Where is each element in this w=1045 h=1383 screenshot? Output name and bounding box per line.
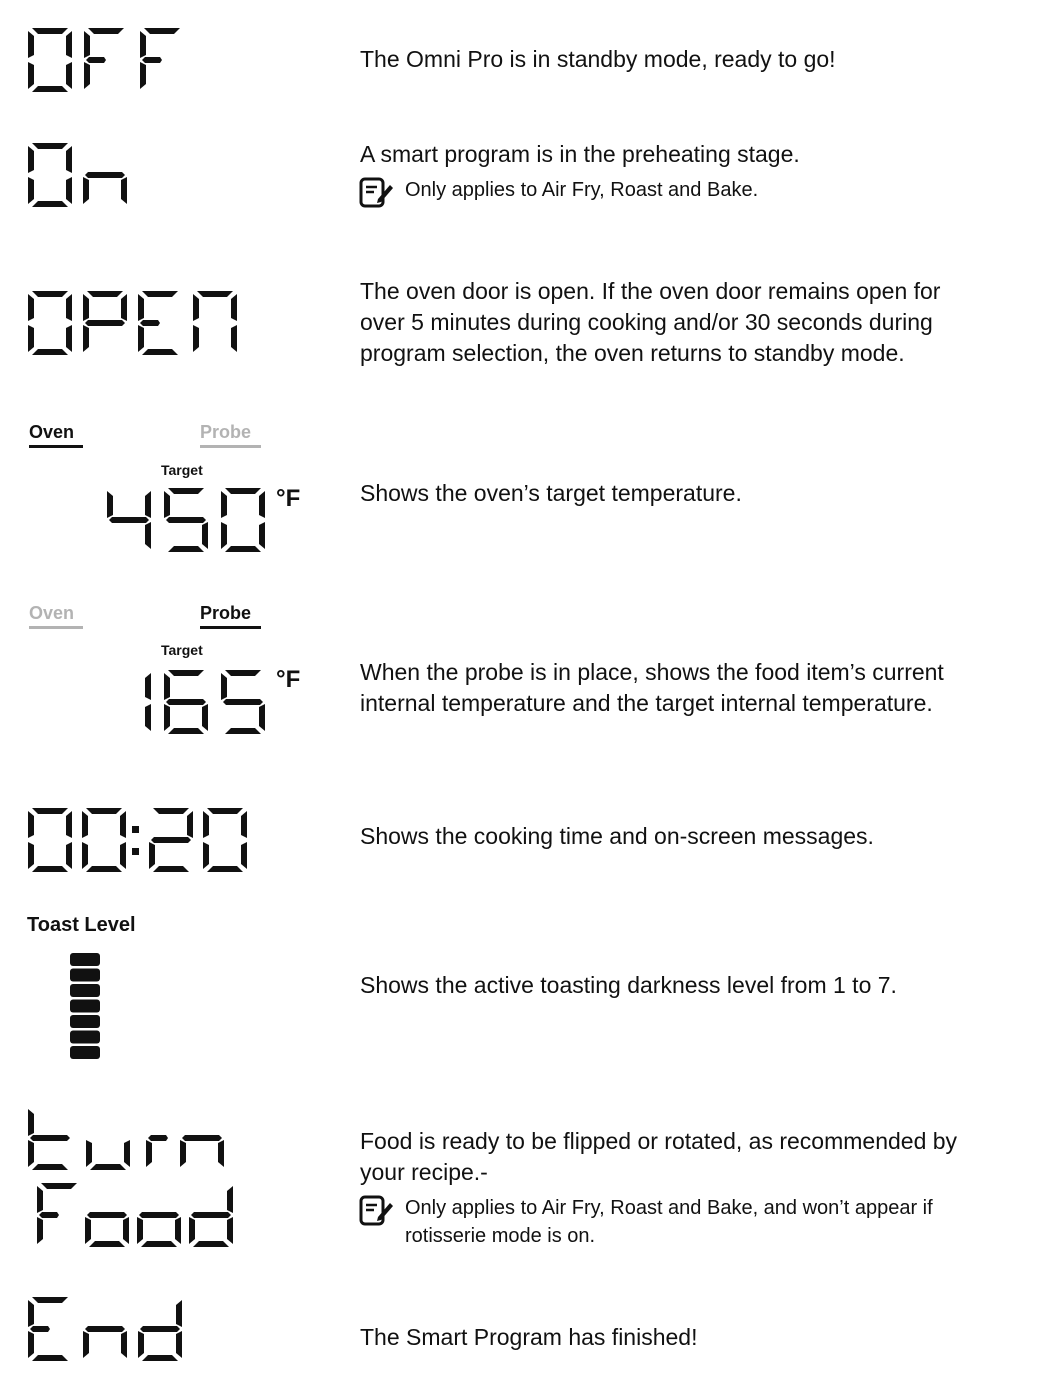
display-on	[28, 143, 127, 207]
toast-level-bar	[70, 1000, 100, 1013]
toast-level-indicator	[70, 953, 100, 1059]
display-end	[28, 1297, 182, 1361]
open-description-line: program selection, the oven returns to standby mode.	[360, 340, 905, 366]
on-description: A smart program is in the preheating stage.	[360, 141, 800, 167]
time-description: Shows the cooking time and on-screen messages.	[360, 823, 874, 849]
display-off	[28, 28, 180, 92]
display-turn	[28, 1109, 224, 1170]
toast-level-bar	[70, 1015, 100, 1028]
open-description-line: over 5 minutes during cooking and/or 30 seconds during	[360, 309, 933, 335]
turn-food-description-line: Food is ready to be flipped or rotated, as recommended by	[360, 1128, 958, 1154]
probe-temp-description	[360, 657, 944, 719]
toast-description: Shows the active toasting darkness level from 1 to 7.	[360, 972, 897, 998]
toast-level-bar	[70, 969, 100, 982]
oven-temp-description: Shows the oven’s target temperature.	[360, 480, 742, 506]
toast-level-bar	[70, 1046, 100, 1059]
end-description: The Smart Program has finished!	[360, 1324, 698, 1350]
turn-food-note-line: rotisserie mode is on.	[405, 1225, 596, 1247]
display-165	[145, 670, 265, 734]
note-pencil-icon	[358, 1194, 394, 1230]
tab-probe-inactive: Probe	[200, 422, 251, 443]
tab-oven-active: Oven	[29, 422, 74, 443]
turn-food-description	[360, 1126, 957, 1188]
open-description-line: The oven door is open. If the oven door remains open for	[360, 278, 941, 304]
probe-description-line: internal temperature and the target internal temperature.	[360, 690, 933, 716]
toast-level-bar	[70, 1031, 100, 1044]
on-note-text: Only applies to Air Fry, Roast and Bake.	[405, 179, 759, 201]
target-label: Target	[161, 642, 203, 658]
off-description: The Omni Pro is in standby mode, ready to go!	[360, 46, 836, 72]
target-label: Target	[161, 462, 203, 478]
display-time	[28, 808, 247, 872]
display-food	[37, 1183, 233, 1247]
tab-probe-active: Probe	[200, 603, 251, 624]
open-description	[360, 276, 940, 369]
display-450	[107, 488, 265, 552]
display-open	[28, 291, 237, 355]
probe-description-line: When the probe is in place, shows the food item’s current	[360, 659, 944, 685]
toast-level-label: Toast Level	[27, 914, 136, 936]
note-pencil-icon	[358, 176, 394, 212]
toast-level-bar	[70, 953, 100, 966]
unit-label: °F	[276, 485, 301, 512]
turn-food-note-line: Only applies to Air Fry, Roast and Bake, and won’t appear if	[405, 1197, 933, 1219]
unit-label: °F	[276, 666, 301, 693]
tab-oven-inactive: Oven	[29, 603, 74, 624]
toast-level-bar	[70, 984, 100, 997]
turn-food-description-line: your recipe.-	[360, 1159, 488, 1185]
